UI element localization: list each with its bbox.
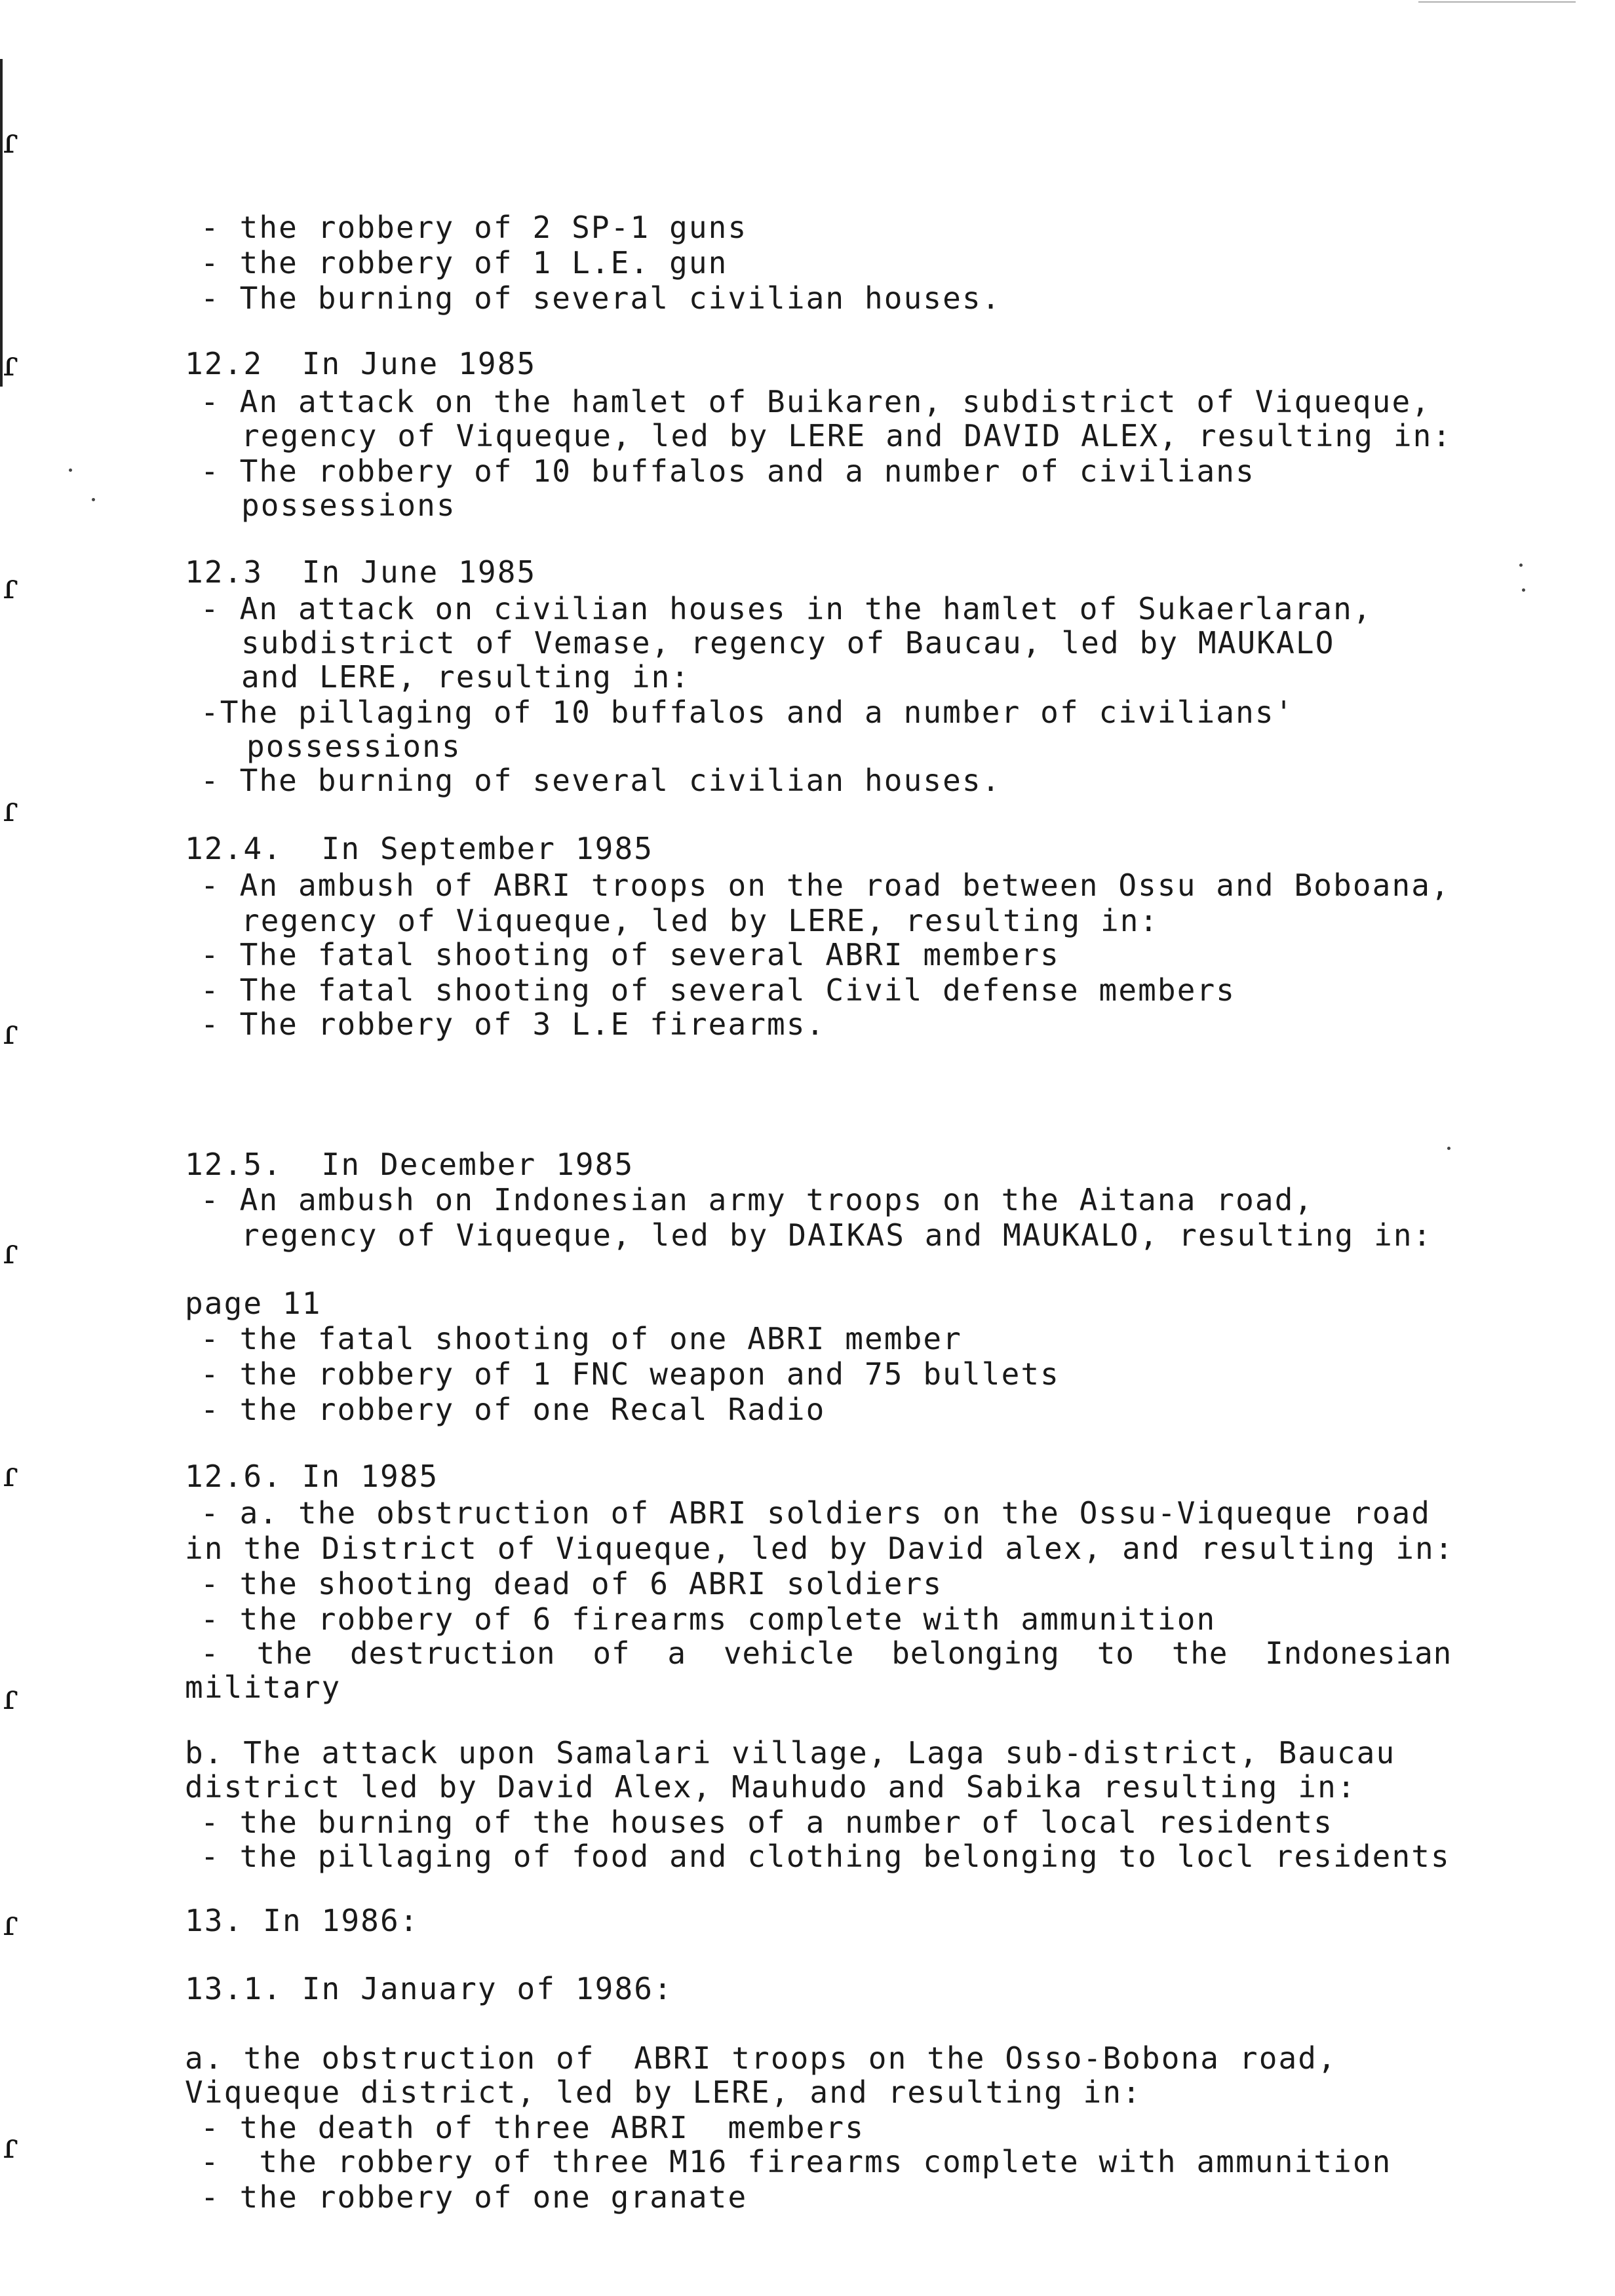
punch-hole-mark: ɾ [3, 1904, 18, 1943]
section-heading: 12.6. In 1985 [185, 1459, 439, 1494]
text-line: - The fatal shooting of several Civil defense members [201, 972, 1236, 1008]
text-line: - the robbery of three M16 firearms complete with ammunition [201, 2144, 1392, 2179]
text-line: - a. the obstruction of ABRI soldiers on the Ossu-Viqueque road [201, 1495, 1431, 1531]
scan-speck [1522, 588, 1525, 592]
section-heading: 13.1. In January of 1986: [185, 1971, 673, 2006]
text-line: - The burning of several civilian houses. [201, 280, 1002, 316]
text-line: regency of Viqueque, led by DAIKAS and MAUKALO, resulting in: [241, 1217, 1433, 1253]
punch-hole-mark: ɾ [3, 122, 18, 161]
scan-speck [1519, 564, 1523, 567]
binder-edge [0, 59, 3, 387]
text-line: - An ambush of ABRI troops on the road between Ossu and Boboana, [201, 868, 1450, 903]
text-line: - the burning of the houses of a number of local residents [201, 1805, 1334, 1840]
text-line: - the robbery of one granate [201, 2179, 748, 2215]
text-line: - The robbery of 10 buffalos and a number of civilians [201, 453, 1255, 489]
text-line: b. The attack upon Samalari village, Laga sub-district, Baucau [185, 1735, 1396, 1770]
text-line: military [185, 1670, 341, 1705]
text-line: regency of Viqueque, led by LERE and DAVID ALEX, resulting in: [241, 418, 1452, 453]
punch-hole-mark: ɾ [3, 567, 18, 607]
scan-speck [92, 498, 95, 501]
text-line: in the District of Viqueque, led by David alex, and resulting in: [185, 1531, 1454, 1566]
text-line: - the shooting dead of 6 ABRI soldiers [201, 1566, 943, 1601]
scan-speck [69, 469, 72, 472]
text-line: - the robbery of one Recal Radio [201, 1392, 826, 1427]
text-line: Viqueque district, led by LERE, and resulting in: [185, 2075, 1142, 2110]
section-heading: 13. In 1986: [185, 1903, 419, 1938]
text-line: possessions [241, 488, 456, 523]
text-line: - the robbery of 6 firearms complete with ammunition [201, 1601, 1216, 1637]
text-line: - the robbery of 1 L.E. gun [201, 245, 728, 280]
text-line: - The fatal shooting of several ABRI members [201, 937, 1060, 972]
text-line: - An ambush on Indonesian army troops on the Aitana road, [201, 1182, 1314, 1217]
text-line: district led by David Alex, Mauhudo and Sabika resulting in: [185, 1769, 1357, 1805]
page-number-label: page 11 [185, 1286, 322, 1321]
punch-hole-mark: ɾ [3, 790, 18, 830]
text-line: - the death of three ABRI members [201, 2110, 865, 2145]
text-line: possessions [246, 729, 461, 764]
text-line: regency of Viqueque, led by LERE, resulting in: [241, 903, 1159, 938]
punch-hole-mark: ɾ [3, 1233, 18, 1272]
punch-hole-mark: ɾ [3, 1455, 18, 1495]
punch-hole-mark: ɾ [3, 1678, 18, 1717]
text-line: - the robbery of 1 FNC weapon and 75 bullets [201, 1356, 1060, 1392]
punch-hole-mark: ɾ [3, 345, 18, 384]
text-line: - An attack on the hamlet of Buikaren, subdistrict of Viqueque, [201, 384, 1431, 419]
text-line: - the pillaging of food and clothing belonging to locl residents [201, 1839, 1450, 1874]
text-line: - the robbery of 2 SP-1 guns [201, 210, 748, 245]
section-heading: 12.3 In June 1985 [185, 554, 537, 590]
text-line: - the destruction of a vehicle belonging to the Indonesian [201, 1636, 1452, 1671]
punch-hole-mark: ɾ [3, 2127, 18, 2166]
text-line: a. the obstruction of ABRI troops on the Osso-Bobona road, [185, 2040, 1337, 2076]
section-heading: 12.4. In September 1985 [185, 831, 654, 866]
text-line: -The pillaging of 10 buffalos and a number of civilians' [201, 695, 1294, 730]
scan-speck [1447, 1147, 1450, 1150]
text-line: subdistrict of Vemase, regency of Baucau, led by MAUKALO [241, 625, 1335, 660]
top-edge-rule [1418, 1, 1576, 3]
punch-hole-mark: ɾ [3, 1013, 18, 1052]
section-heading: 12.5. In December 1985 [185, 1147, 634, 1182]
text-line: - the fatal shooting of one ABRI member [201, 1321, 962, 1356]
text-line: and LERE, resulting in: [241, 659, 691, 695]
text-line: - The burning of several civilian houses. [201, 763, 1002, 798]
text-line: - The robbery of 3 L.E firearms. [201, 1006, 826, 1042]
text-line: - An attack on civilian houses in the hamlet of Sukaerlaran, [201, 591, 1372, 626]
section-heading: 12.2 In June 1985 [185, 346, 537, 381]
